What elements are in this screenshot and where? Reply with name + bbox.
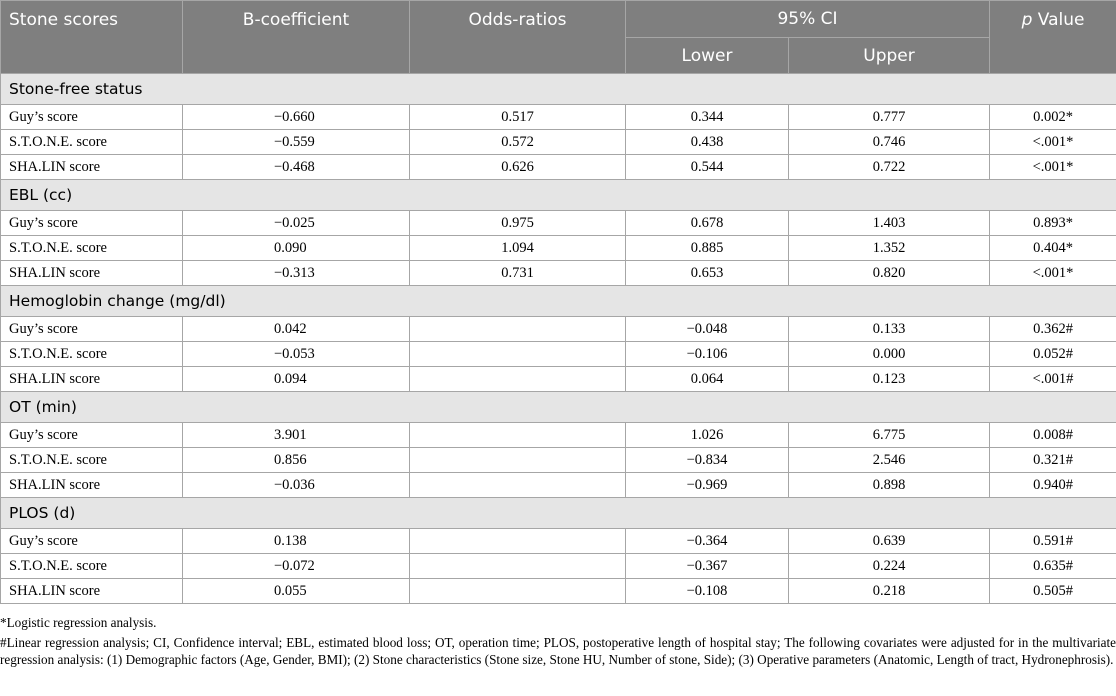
ci-upper-cell: 0.133 [789, 317, 990, 342]
b-coefficient-cell: −0.468 [183, 155, 410, 180]
p-value-cell: <.001* [990, 155, 1116, 180]
table-header [1, 1, 1116, 74]
b-coefficient-cell: 0.090 [183, 236, 410, 261]
p-value-cell: <.001* [990, 130, 1116, 155]
group-title: Stone-free status [1, 74, 1116, 105]
header-b-coefficient: B-coefficient [183, 1, 410, 74]
p-value-cell: 0.893* [990, 211, 1116, 236]
b-coefficient-cell: −0.313 [183, 261, 410, 286]
row-label: S.T.O.N.E. score [1, 236, 183, 261]
p-value-cell: 0.940# [990, 473, 1116, 498]
header-ci-lower: Lower [626, 38, 789, 74]
group-title: Hemoglobin change (mg/dl) [1, 286, 1116, 317]
row-label: Guy’s score [1, 529, 183, 554]
odds-ratio-cell: 1.094 [410, 236, 626, 261]
table-row [1, 342, 1116, 367]
b-coefficient-cell: 0.094 [183, 367, 410, 392]
row-label: Guy’s score [1, 105, 183, 130]
ci-lower-cell: −0.834 [626, 448, 789, 473]
b-coefficient-cell: 0.055 [183, 579, 410, 604]
row-label: S.T.O.N.E. score [1, 448, 183, 473]
odds-ratio-cell [410, 448, 626, 473]
group-header-row [1, 74, 1116, 105]
odds-ratio-cell: 0.517 [410, 105, 626, 130]
ci-lower-cell: −0.108 [626, 579, 789, 604]
header-p-rest: Value [1032, 10, 1085, 30]
ci-upper-cell: 1.352 [789, 236, 990, 261]
row-label: SHA.LIN score [1, 367, 183, 392]
b-coefficient-cell: 0.138 [183, 529, 410, 554]
p-value-cell: <.001* [990, 261, 1116, 286]
group-title: PLOS (d) [1, 498, 1116, 529]
p-value-cell: 0.635# [990, 554, 1116, 579]
odds-ratio-cell [410, 342, 626, 367]
odds-ratio-cell: 0.626 [410, 155, 626, 180]
odds-ratio-cell [410, 579, 626, 604]
ci-lower-cell: 0.064 [626, 367, 789, 392]
p-value-cell: 0.505# [990, 579, 1116, 604]
ci-lower-cell: −0.106 [626, 342, 789, 367]
row-label: Guy’s score [1, 423, 183, 448]
b-coefficient-cell: −0.036 [183, 473, 410, 498]
table-row [1, 579, 1116, 604]
ci-lower-cell: 0.885 [626, 236, 789, 261]
table-body [1, 74, 1116, 604]
row-label: SHA.LIN score [1, 579, 183, 604]
ci-upper-cell: 0.898 [789, 473, 990, 498]
row-label: S.T.O.N.E. score [1, 130, 183, 155]
odds-ratio-cell [410, 529, 626, 554]
table-row [1, 317, 1116, 342]
row-label: SHA.LIN score [1, 473, 183, 498]
ci-upper-cell: 0.746 [789, 130, 990, 155]
ci-upper-cell: 1.403 [789, 211, 990, 236]
ci-lower-cell: 0.678 [626, 211, 789, 236]
odds-ratio-cell [410, 367, 626, 392]
group-header-row [1, 286, 1116, 317]
ci-lower-cell: 0.544 [626, 155, 789, 180]
row-label: Guy’s score [1, 317, 183, 342]
group-header-row [1, 392, 1116, 423]
row-label: SHA.LIN score [1, 155, 183, 180]
group-header-row [1, 180, 1116, 211]
b-coefficient-cell: −0.660 [183, 105, 410, 130]
ci-upper-cell: 6.775 [789, 423, 990, 448]
odds-ratio-cell [410, 473, 626, 498]
row-label: Guy’s score [1, 211, 183, 236]
ci-upper-cell: 0.000 [789, 342, 990, 367]
row-label: S.T.O.N.E. score [1, 342, 183, 367]
header-ci-upper: Upper [789, 38, 990, 74]
b-coefficient-cell: 0.856 [183, 448, 410, 473]
odds-ratio-cell [410, 554, 626, 579]
odds-ratio-cell [410, 423, 626, 448]
table-row [1, 473, 1116, 498]
p-value-cell: 0.591# [990, 529, 1116, 554]
ci-lower-cell: 0.438 [626, 130, 789, 155]
ci-upper-cell: 2.546 [789, 448, 990, 473]
footnote-logistic: *Logistic regression analysis. [0, 615, 157, 630]
p-value-cell: <.001# [990, 367, 1116, 392]
ci-lower-cell: −0.969 [626, 473, 789, 498]
group-header-row [1, 498, 1116, 529]
row-label: SHA.LIN score [1, 261, 183, 286]
table-row [1, 529, 1116, 554]
table-row [1, 155, 1116, 180]
odds-ratio-cell [410, 317, 626, 342]
table-row [1, 261, 1116, 286]
ci-upper-cell: 0.722 [789, 155, 990, 180]
p-value-cell: 0.362# [990, 317, 1116, 342]
group-title: OT (min) [1, 392, 1116, 423]
header-p-italic: p [1021, 10, 1033, 30]
header-p-value [990, 1, 1116, 74]
ci-lower-cell: −0.048 [626, 317, 789, 342]
ci-upper-cell: 0.218 [789, 579, 990, 604]
p-value-cell: 0.321# [990, 448, 1116, 473]
ci-lower-cell: 0.344 [626, 105, 789, 130]
odds-ratio-cell: 0.731 [410, 261, 626, 286]
table-row [1, 105, 1116, 130]
table-row [1, 448, 1116, 473]
ci-upper-cell: 0.820 [789, 261, 990, 286]
header-stone-scores: Stone scores [1, 1, 183, 74]
b-coefficient-cell: 0.042 [183, 317, 410, 342]
group-title: EBL (cc) [1, 180, 1116, 211]
table-row [1, 367, 1116, 392]
ci-upper-cell: 0.777 [789, 105, 990, 130]
p-value-cell: 0.052# [990, 342, 1116, 367]
ci-lower-cell: −0.367 [626, 554, 789, 579]
ci-upper-cell: 0.123 [789, 367, 990, 392]
odds-ratio-cell: 0.572 [410, 130, 626, 155]
header-95-ci: 95% CI [626, 1, 990, 38]
p-value-cell: 0.404* [990, 236, 1116, 261]
table-row [1, 236, 1116, 261]
header-odds-ratios: Odds-ratios [410, 1, 626, 74]
p-value-cell: 0.008# [990, 423, 1116, 448]
table-row [1, 211, 1116, 236]
footnote-linear: #Linear regression analysis; CI, Confidence interval; EBL, estimated blood loss; OT, operation time; PLOS, postoperative length of hospital stay; The following covariates were adjusted for in the multivariate regression analysis: (1) Demographic factors (Age, Gender, BMI); (2) Stone characteristics (Stone size, Stone HU, Number of stone, Side); (3) Operative parameters (Anatomic, Length of tract, Hydronephrosis). [0, 634, 1116, 667]
table-row [1, 554, 1116, 579]
table-row [1, 130, 1116, 155]
table-row [1, 423, 1116, 448]
ci-upper-cell: 0.224 [789, 554, 990, 579]
row-label: S.T.O.N.E. score [1, 554, 183, 579]
b-coefficient-cell: −0.053 [183, 342, 410, 367]
b-coefficient-cell: −0.559 [183, 130, 410, 155]
b-coefficient-cell: 3.901 [183, 423, 410, 448]
ci-upper-cell: 0.639 [789, 529, 990, 554]
odds-ratio-cell: 0.975 [410, 211, 626, 236]
ci-lower-cell: 1.026 [626, 423, 789, 448]
ci-lower-cell: 0.653 [626, 261, 789, 286]
p-value-cell: 0.002* [990, 105, 1116, 130]
ci-lower-cell: −0.364 [626, 529, 789, 554]
footnotes [0, 614, 1116, 669]
b-coefficient-cell: −0.072 [183, 554, 410, 579]
b-coefficient-cell: −0.025 [183, 211, 410, 236]
